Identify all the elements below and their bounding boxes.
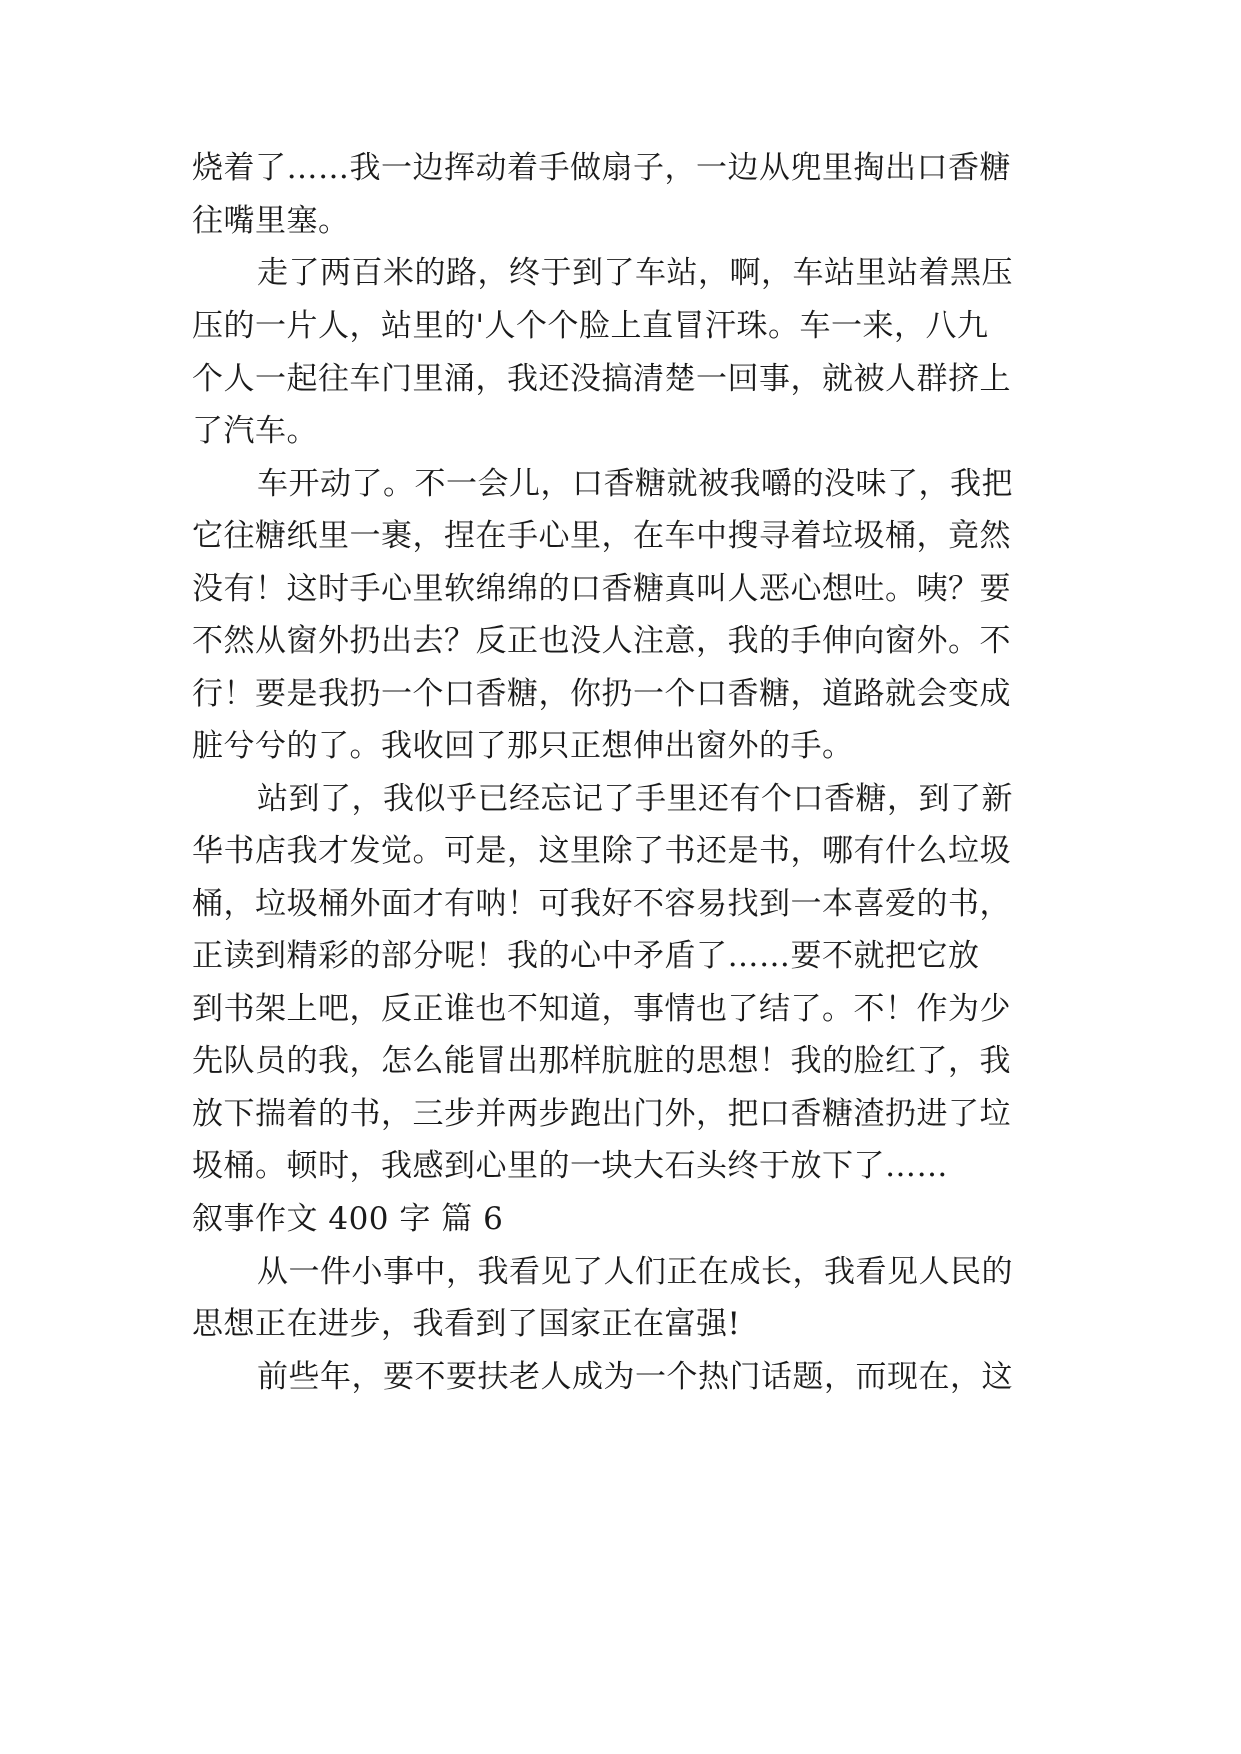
text-line: 先队员的我，怎么能冒出那样肮脏的思想！我的脸红了，我 <box>192 1043 1011 1079</box>
text-line: 压的一片人，站里的'人个个脸上直冒汗珠。车一来，八九 <box>192 308 989 344</box>
text-line: 往嘴里塞。 <box>192 203 350 239</box>
text-line: 个人一起往车门里涌，我还没搞清楚一回事，就被人群挤上 <box>192 361 1011 397</box>
paragraph-first-line: 前些年，要不要扶老人成为一个热门话题，而现在，这 <box>257 1359 1013 1395</box>
text-line: 华书店我才发觉。可是，这里除了书还是书，哪有什么垃圾 <box>192 833 1011 869</box>
text-line: 了汽车。 <box>192 413 318 449</box>
paragraph-first-line: 走了两百米的路，终于到了车站，啊，车站里站着黑压 <box>257 255 1013 291</box>
section-heading: 叙事作文 400 字 篇 6 <box>192 1201 504 1237</box>
paragraph-first-line: 站到了，我似乎已经忘记了手里还有个口香糖，到了新 <box>257 781 1013 817</box>
text-line: 圾桶。顿时，我感到心里的一块大石头终于放下了…… <box>192 1148 948 1184</box>
text-line: 不然从窗外扔出去？反正也没人注意，我的手伸向窗外。不 <box>192 623 1011 659</box>
text-line: 没有！这时手心里软绵绵的口香糖真叫人恶心想吐。咦？要 <box>192 571 1011 607</box>
paragraph-first-line: 从一件小事中，我看见了人们正在成长，我看见人民的 <box>257 1254 1013 1290</box>
text-line: 桶，垃圾桶外面才有呐！可我好不容易找到一本喜爱的书， <box>192 886 1011 922</box>
text-line: 脏兮兮的了。我收回了那只正想伸出窗外的手。 <box>192 728 854 764</box>
text-line: 它往糖纸里一裹，捏在手心里，在车中搜寻着垃圾桶，竟然 <box>192 518 1011 554</box>
text-line: 行！要是我扔一个口香糖，你扔一个口香糖，道路就会变成 <box>192 676 1011 712</box>
text-line: 烧着了……我一边挥动着手做扇子，一边从兜里掏出口香糖 <box>192 150 1011 186</box>
paragraph-first-line: 车开动了。不一会儿，口香糖就被我嚼的没味了，我把 <box>257 466 1013 502</box>
text-line: 放下揣着的书，三步并两步跑出门外，把口香糖渣扔进了垃 <box>192 1096 1011 1132</box>
text-line: 正读到精彩的部分呢！我的心中矛盾了……要不就把它放 <box>192 938 980 974</box>
text-line: 到书架上吧，反正谁也不知道，事情也了结了。不！作为少 <box>192 991 1011 1027</box>
text-line: 思想正在进步，我看到了国家正在富强! <box>192 1306 741 1342</box>
